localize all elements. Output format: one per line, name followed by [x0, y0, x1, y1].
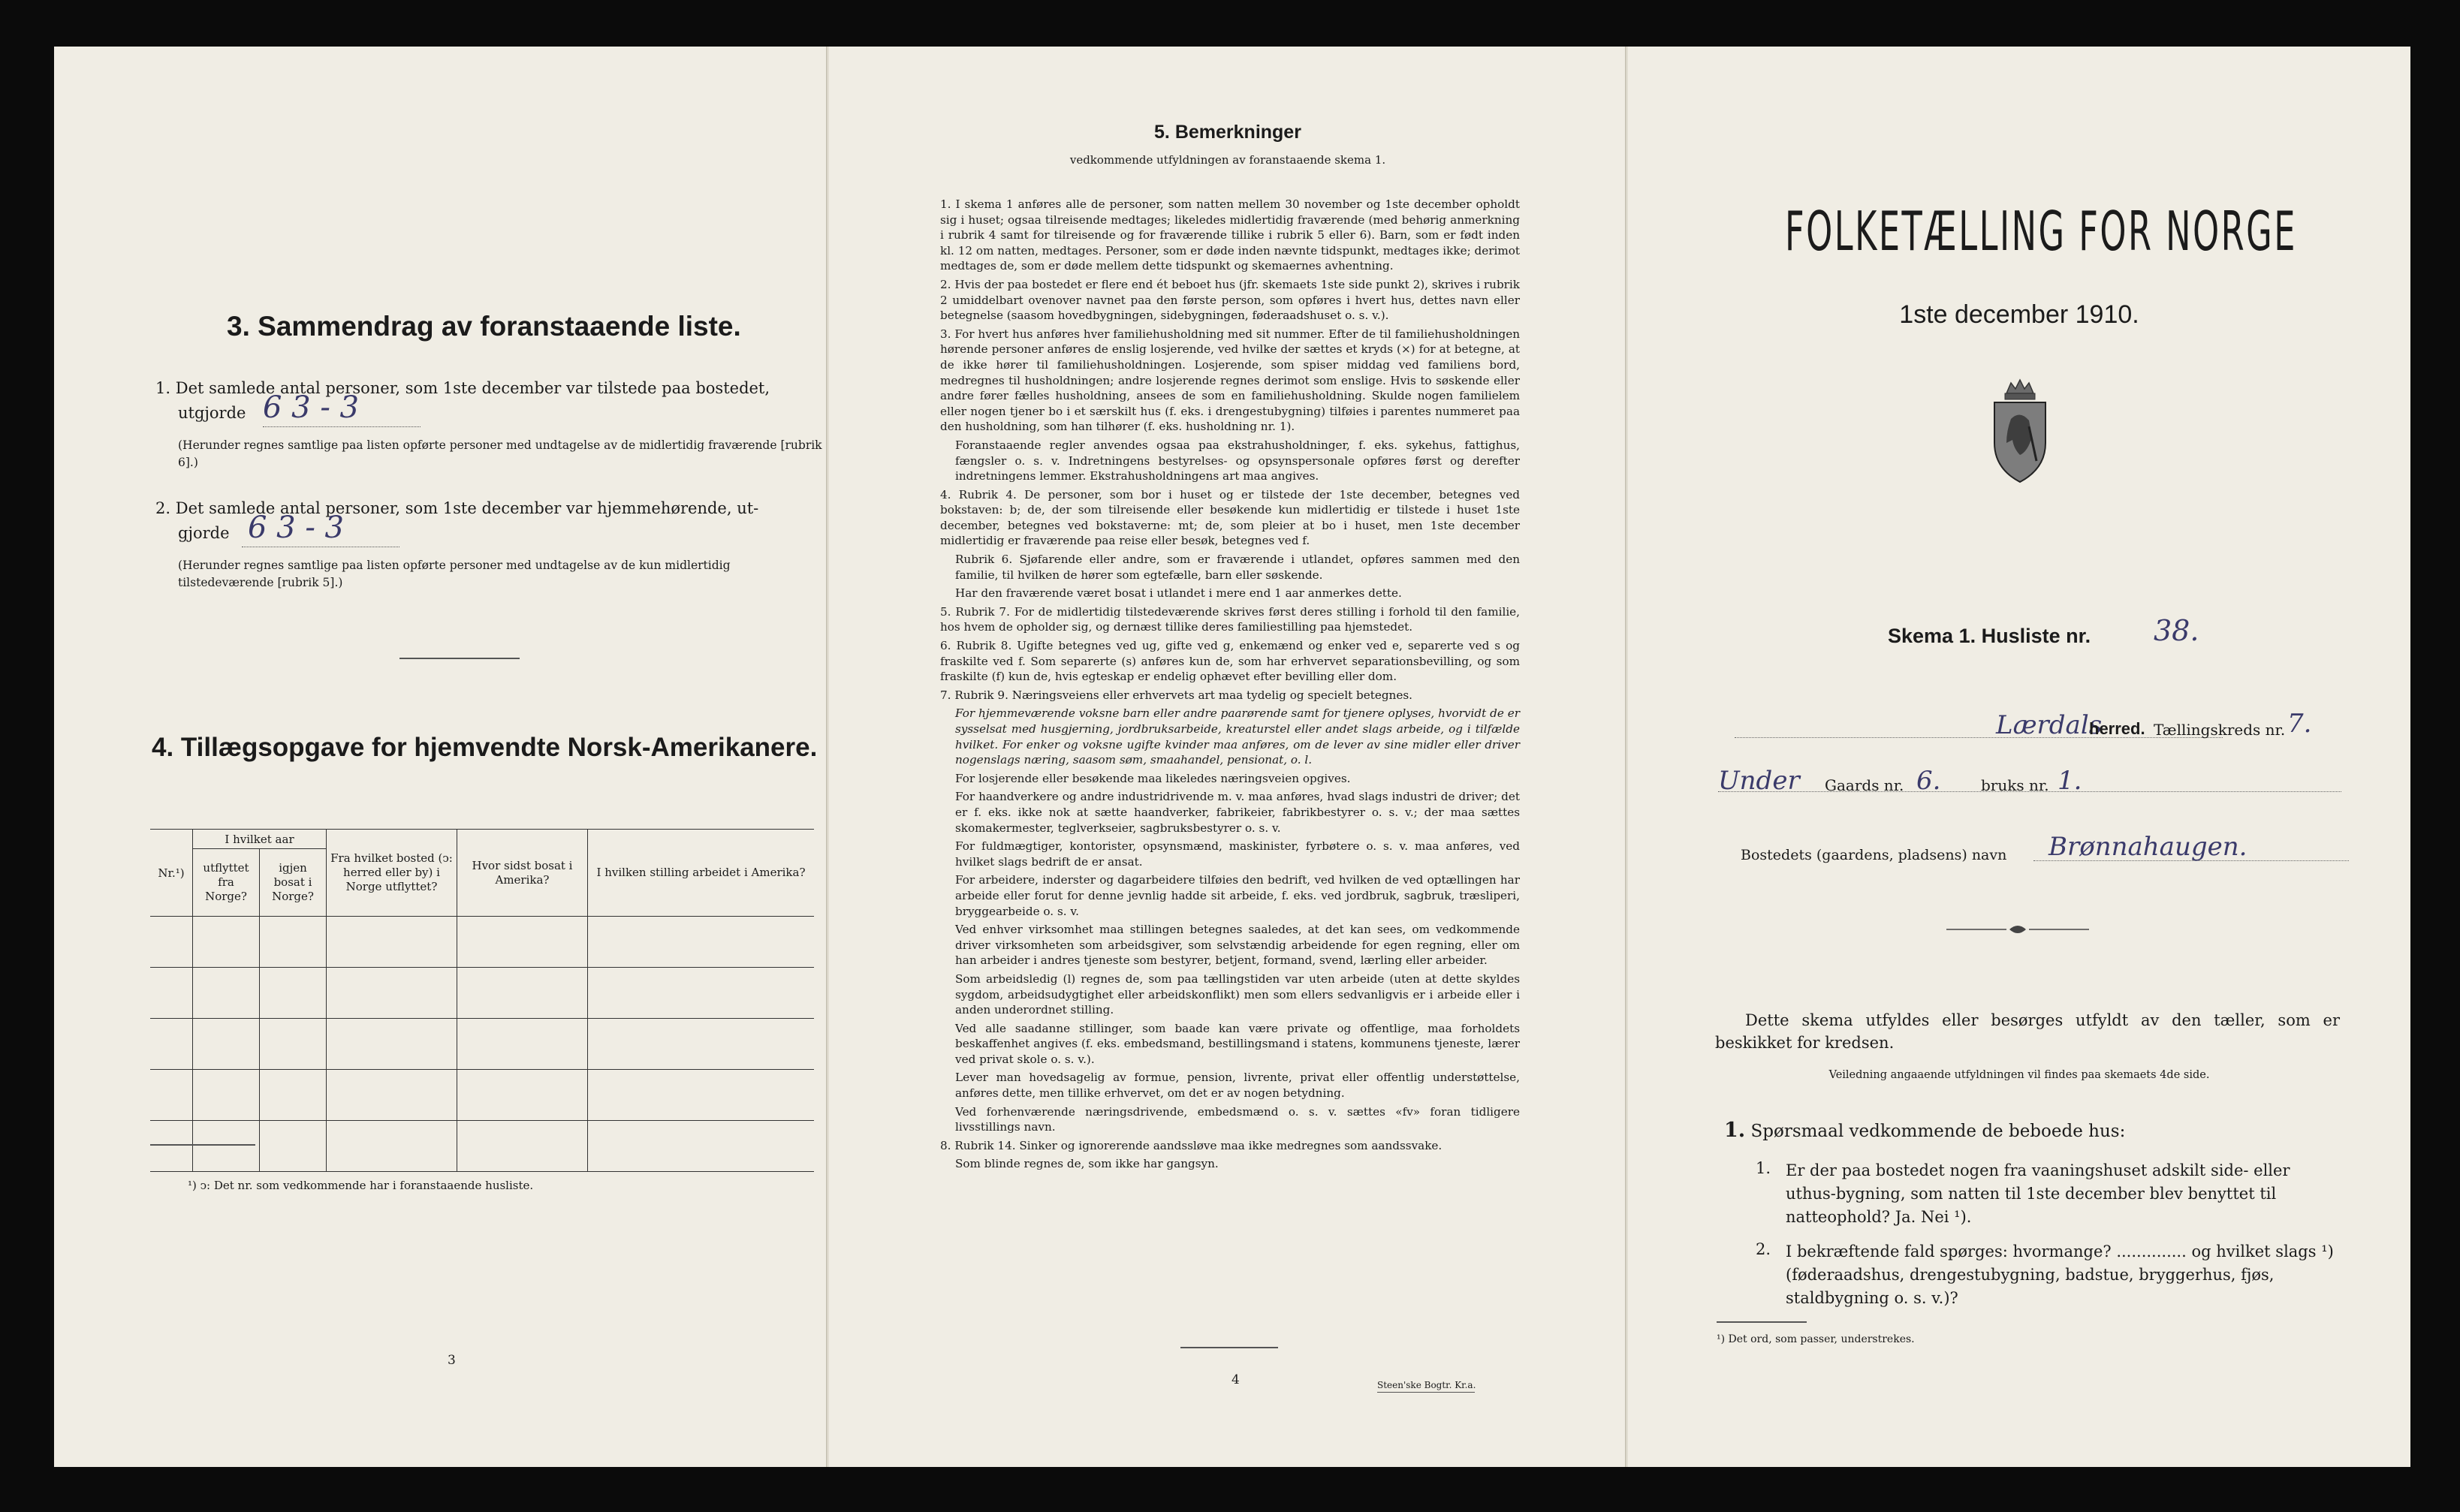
remark-1: 1. I skema 1 anføres alle de personer, som natten mellem 30 november og 1ste december opholdt sig i huset; ogsaa tilreisende medtages; likeledes midlertidig fraværende (med behørig anmerkning i rubrik 4 samt for tilreisende og for fraværende tillike i rubrik 5 eller 6). Barn, som er født inden kl. 12 om natten, medtages. Personer, som er døde inden nævnte tidspunkt, medtages ikke; derimot medtages de, som er døde mellem dette tidspunkt og skemaernes avhentning. [940, 197, 1520, 273]
item2-text: Det samlede antal personer, som 1ste december var hjemmehørende, ut- [175, 499, 759, 517]
footnote-rule [150, 1144, 255, 1146]
col-nr: Nr.¹) [150, 830, 193, 917]
table-row [150, 1121, 814, 1172]
remark-7: 7. Rubrik 9. Næringsveiens eller erhvervets art maa tydelig og specielt betegnes. [940, 688, 1412, 702]
remark-5: 5. Rubrik 7. For de midlertidig tilstedeværende skrives først deres stilling i forhold til den familie, hos hvem de opholder sig, og dernæst tillike deres familiestilling paa hjemstedet. [940, 604, 1520, 634]
remark-6: 6. Rubrik 8. Ugifte betegnes ved ug, gifte ved g, enkemænd og enker ved e, separerte ved s og fraskilte ved f. Som separerte (s) anføres kun de, som har erhvervet separationsbevilling, og som fraskilte (f) kun de, hvis egteskap er endelig ophævet efter bevilling eller dom. [940, 639, 1520, 684]
table-row [150, 1019, 814, 1070]
questions-heading-text: Spørsmaal vedkommende de beboede hus: [1750, 1122, 2126, 1141]
ornament-divider-icon [1946, 923, 2089, 938]
herred-label: herred. [2089, 719, 2145, 738]
right-page [1628, 47, 2410, 1467]
bruks-label: bruks nr. [1981, 776, 2049, 794]
herred-value: Lærdals [1996, 710, 2103, 740]
remark-7-stillinger: Ved alle saadanne stillinger, som baade kan være private og offentlige, maa forholdets beskaffenhet angives (f. eks. embedsmand, bestillingsmand i statens, kommunens tjeneste, lærer ved privat skole o. s. v.). [955, 1021, 1520, 1066]
remark-7-formue: Lever man hovedsagelig av formue, pension, livrente, privat eller offentlig understøttelse, anføres dette, men tillike erhvervet, om det er av nogen betydning. [955, 1071, 1520, 1101]
col-stilling: I hvilken stilling arbeidet i Amerika? [588, 830, 815, 917]
item2-label: gjorde [178, 524, 230, 542]
remark-3-cont: Foranstaaende regler anvendes ogsaa paa ekstrahusholdninger, f. eks. sykehus, fattighus, fængsler o. s. v. Indretningens bestyrelses- og opsynspersonale opføres først og derefter indretningens lemmer. Ekstrahusholdningens art maa angives. [955, 438, 1520, 483]
remark-7-virksomhet: Ved enhver virksomhet maa stillingen betegnes saaledes, at det kan sees, om vedkommende driver virksomheten som arbeidsgiver, som selvstændig arbeidende for egen regning, eller om han arbeider i andres tjeneste som bestyrer, betjent, formand, svend, lærling eller arbeider. [955, 923, 1520, 968]
item1-note: (Herunder regnes samtlige paa listen opførte personer med undtagelse av de midlertidig fraværende [rubrik 6].) [178, 438, 822, 469]
page-number-3: 3 [448, 1353, 456, 1368]
questions-heading [1724, 1119, 2125, 1142]
bosted-label: Bostedets (gaardens, pladsens) navn [1741, 847, 2007, 863]
remark-2: 2. Hvis der paa bostedet er flere end ét beboet hus (jfr. skemaets 1ste side punkt 2), skrives i rubrik 2 umiddelbart ovenover navnet paa den første person, som opføres i hvert hus, dettes navn eller betegnelse (saasom hovedbygningen, sidebygningen, føderaadshuset o. s. v.). [940, 277, 1520, 323]
q2-text: I bekræftende fald spørges: hvormange? .............. og hvilket slags ¹) (føderaadshus, drengestubygning, badstue, bryggerhus, fjøs, staldbygning o. s. v.)? [1786, 1242, 2334, 1307]
remark-4-rubrik6: Rubrik 6. Sjøfarende eller andre, som er fraværende i utlandet, opføres sammen med den familie, til hvilken de hører som egtefælle, barn eller søskende. [955, 553, 1520, 582]
left-page [54, 47, 828, 1467]
remark-7-hjemme: For hjemmeværende voksne barn eller andre paarørende samt for tjenere oplyses, hvorvidt de er sysselsat med husgjerning, jordbruksarbeide, kreaturstel eller andet slags arbeide, og i tilfælde hvilket. For enker og voksne ugifte kvinder maa anføres, om de lever av sine midler eller driver nogenslags næring, saasom søm, smaahandel, pensionat, o. l. [955, 706, 1520, 767]
remark-7-arbeidsledig: Som arbeidsledig (l) regnes de, som paa tællingstiden var uten arbeide (uten at dette skyldes sygdom, arbeidsudygtighet eller arbeidskonflikt) men som ellers sedvanligvis er i arbeide eller i anden underordnet stilling. [955, 971, 1520, 1017]
divider-rule [399, 658, 520, 659]
summary-item-1 [155, 377, 801, 399]
remark-4: 4. Rubrik 4. De personer, som bor i huset og er tilstede der 1ste december, betegnes ved bokstaven: b; de, der som tilreisende eller besøkende kun midlertidig er tilstede i huset 1ste december, betegnes ved bokstaverne: mt; de, som pleier at bo i huset, men 1ste december midlertidig er fraværende paa reise eller besøk, betegnes ved f. [940, 487, 1520, 548]
under-value: Under [1718, 766, 1800, 796]
remark-3: 3. For hvert hus anføres hver familiehusholdning med sit nummer. Efter de til familiehusholdningen hørende personer anføres de enslig losjerende, ved hvilke der sættes et kryds (×) for at betegne, at de ikke hører til familiehusholdningen. Losjerende, som spiser middag ved familiens bord, medregnes til husholdningen; andre losjerende regnes derimot som enslige. Hvis to søskende eller andre fører fælles husholdning, ansees de som en familiehusholdning. Skulde nogen familielem eller nogen tjener bo i et særskilt hus (f. eks. i drengestubygning) tilføies i parentes nummeret paa den husholdning, som han tilhører (f. eks. husholdning nr. 1). [940, 327, 1520, 434]
page-number-4: 4 [1232, 1372, 1240, 1387]
remarks-list [940, 197, 1520, 1175]
right-footnote: ¹) Det ord, som passer, understrekes. [1717, 1333, 1915, 1345]
herred-line [1735, 737, 2223, 738]
footnote-rule-right [1717, 1321, 1807, 1323]
remarks-subtitle: vedkommende utfyldningen av foranstaaende skema 1. [1069, 153, 1386, 167]
item1-number: 1. [155, 379, 171, 397]
table-footnote: ¹) ↄ: Det nr. som vedkommende har i foranstaaende husliste. [188, 1179, 534, 1192]
remark-7-haandverkere: For haandverkere og andre industridrivende m. v. maa anføres, hvad slags industri de driver; det er f. eks. ikke nok at sætte haandverker, fabrikeier, fabrikbestyrer o. s. v.; der maa sættes skomakermester, teglverkseier, sagbruksbestyrer o. s. v. [955, 790, 1520, 835]
remarks-title: 5. Bemerkninger [1154, 122, 1301, 143]
item2-handwritten-value: 6 3 - 3 [248, 511, 345, 545]
printer-mark: Steen'ske Bogtr. Kr.a. [1377, 1380, 1476, 1390]
norsk-amerikanere-table [150, 829, 814, 1172]
item1-label: utgjorde [178, 404, 246, 422]
bottom-rule [1180, 1347, 1278, 1348]
title-wrap [1628, 200, 2410, 263]
remark-8: 8. Rubrik 14. Sinker og ignorerende aandssløve maa ikke medregnes som aandssvake. [940, 1138, 1443, 1152]
veiledning-text: Veiledning angaaende utfyldningen vil findes paa skemaets 4de side. [1828, 1069, 2210, 1081]
census-date: 1ste december 1910. [1899, 300, 2139, 329]
census-title: FOLKETÆLLING FOR NORGE [1784, 200, 2297, 263]
coat-of-arms-icon [1990, 377, 2050, 486]
kreds-label: Tællingskreds nr. [2154, 721, 2286, 739]
remark-7-losjerende: For losjerende eller besøkende maa likeledes næringsveien opgives. [955, 771, 1351, 785]
gaards-label: Gaards nr. [1825, 776, 1904, 794]
remark-7-fuldmaegtiger: For fuldmægtiger, kontorister, opsynsmænd, maskinister, fyrbøtere o. s. v. maa anføres, ved hvilket slags bedrift de er ansat. [955, 839, 1520, 869]
section4-title: 4. Tillægsopgave for hjemvendte Norsk-Amerikanere. [152, 733, 818, 762]
intro-text: Dette skema utfyldes eller besørges utfyldt av den tæller, som er beskikket for kredsen. [1715, 1011, 2340, 1052]
col-fra-hvilket-bosted: Fra hvilket bosted (ↄ: herred eller by) i Norge utflyttet? [327, 830, 457, 917]
bosted-value: Brønnahaugen. [2048, 832, 2247, 862]
bruks-value: 1. [2058, 766, 2082, 796]
section3-title: 3. Sammendrag av foranstaaende liste. [227, 311, 741, 342]
schema-label: Skema 1. Husliste nr. [1888, 625, 2091, 647]
item1-handwritten-value: 6 3 - 3 [263, 390, 360, 425]
col-group-aar: I hvilket aar [193, 830, 327, 849]
table-row [150, 968, 814, 1019]
kreds-value: 7. [2287, 709, 2312, 739]
item2-note: (Herunder regnes samtlige paa listen opførte personer med undtagelse av de kun midlertidig tilstedeværende [rubrik 5].) [178, 559, 731, 589]
remark-8-blinde: Som blinde regnes de, som ikke har gangsyn. [955, 1157, 1219, 1171]
item1-text: Det samlede antal personer, som 1ste december var tilstede paa bostedet, [175, 379, 770, 397]
remark-7-forhenvaerende: Ved forhenværende næringsdrivende, embedsmænd o. s. v. sættes «fv» foran tidligere livsstillings navn. [955, 1104, 1520, 1134]
col-igjen-bosat: igjen bosat i Norge? [260, 849, 327, 917]
col-hvor-sidst: Hvor sidst bosat i Amerika? [457, 830, 588, 917]
q2-number: 2. [1756, 1240, 1771, 1258]
q1-number: 1. [1756, 1159, 1771, 1177]
table-row [150, 1070, 814, 1121]
printer-rule [1377, 1392, 1475, 1393]
husliste-number: 38. [2154, 614, 2199, 647]
questions-heading-number: 1. [1724, 1119, 1746, 1142]
table-row [150, 917, 814, 968]
remark-4-bosat: Har den fraværende været bosat i utlandet i mere end 1 aar anmerkes dette. [955, 586, 1402, 601]
item1-underline [263, 426, 421, 427]
q1-text: Er der paa bostedet nogen fra vaaningshuset adskilt side- eller uthus-bygning, som natten til 1ste december blev benyttet til natteophold? Ja. Nei ¹). [1786, 1161, 2290, 1226]
col-utflyttet: utflyttet fra Norge? [193, 849, 260, 917]
middle-page [829, 47, 1626, 1467]
item2-number: 2. [155, 499, 171, 517]
gaards-value: 6. [1916, 766, 1941, 796]
remark-7-arbeidere: For arbeidere, inderster og dagarbeidere tilføies den bedrift, ved hvilken de ved optællingen har arbeide eller forut for denne jevnlig hadde sit arbeide, f. eks. ved jordbruk, sagbruk, træsliperi, bryggearbeide o. s. v. [955, 873, 1520, 918]
